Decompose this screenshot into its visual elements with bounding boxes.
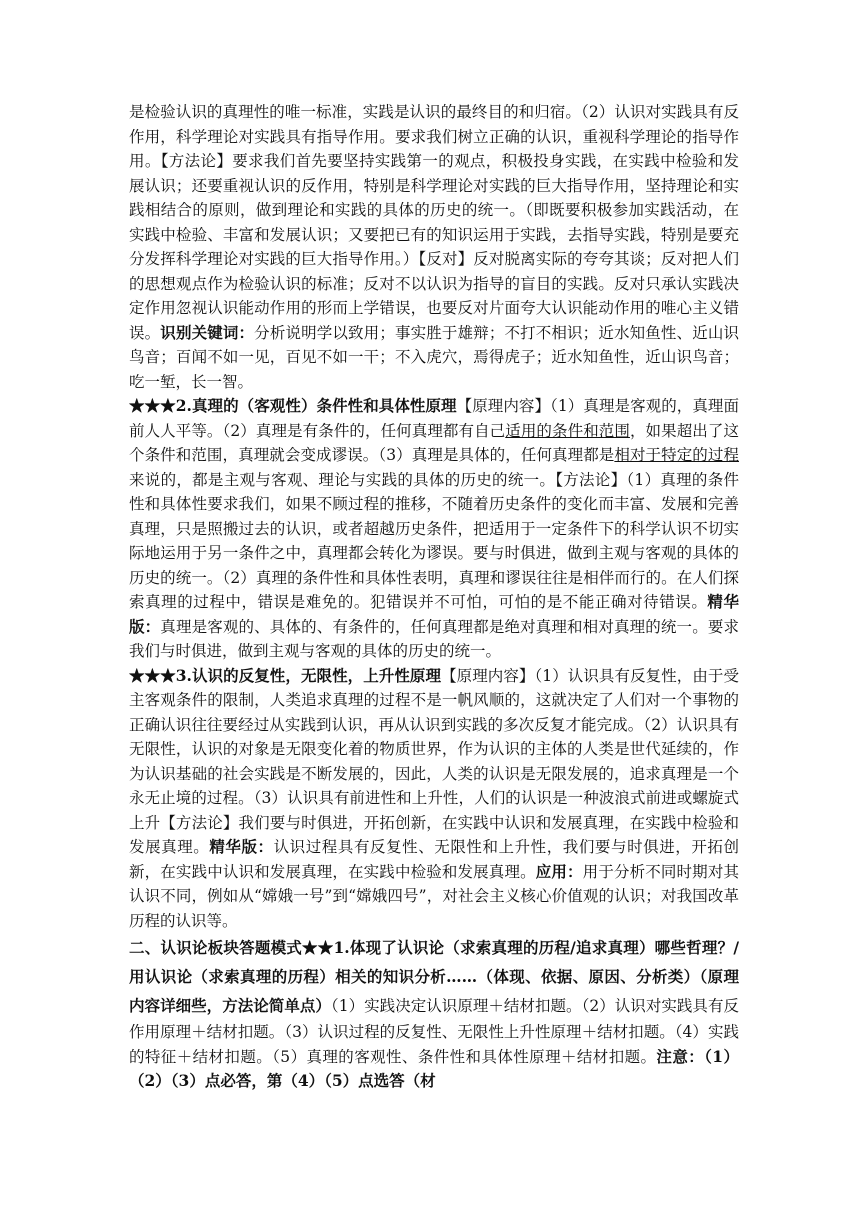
truth-underline-2: 相对于特定的过程 [614, 446, 739, 464]
truth-text-1: 【原理内容】（1）真理是客观的，真理面前人人平等。（2）真理是有条件的，任何真理都有自己 [129, 397, 739, 440]
note-text: 注意：（1）（2）（3）点必答，第（4）（5）点选答（材 [129, 1046, 739, 1090]
paragraph-answer-mode [129, 933, 739, 1094]
paragraph-cognition-principle [129, 664, 739, 934]
keyword-label: 识别关键词： [160, 322, 255, 342]
document-page [129, 100, 739, 1094]
truth-essence-text: 真理是客观的、具体的、有条件的，任何真理都是绝对真理和相对真理的统一。要求我们与时俱进，做到主观与客观的具体的历史的统一。 [129, 617, 739, 660]
paragraph-practice-cognition [129, 100, 739, 394]
answer-mode-text: （1）实践决定认识原理＋结材扣题。（2）认识对实践具有反作用原理＋结材扣题。（3）认识过程的反复性、无限性上升性原理＋结材扣题。（4）实践的特征＋结材扣题。（5）真理的客观性、条件性和具体性原理＋结材扣题。 [129, 997, 739, 1066]
cognition-text: 【原理内容】（1）认识具有反复性，由于受主客观条件的限制，人类追求真理的过程不是一帆风顺的，这就决定了人们对一个事物的正确认识往往要经过从实践到认识，再从认识到实践的多次反复才能完成。（2）认识具有无限性，认识的对象是无限变化着的物质世界，作为认识的主体的人类是世代延续的，作为认识基础的社会实践是不断发展的，因此，人类的认识是无限发展的，追求真理是一个永无止境的过程。（3）认识具有前进性和上升性，人们的认识是一种波浪式前进或螺旋式上升【方法论】我们要与时俱进，开拓创新，在实践中认识和发展真理，在实践中检验和发展真理。 [129, 666, 739, 856]
practice-text: 是检验认识的真理性的唯一标准，实践是认识的最终目的和归宿。（2）认识对实践具有反作用，科学理论对实践具有指导作用。要求我们树立正确的认识，重视科学理论的指导作用。【方法论】要求我们首先要坚持实践第一的观点，积极投身实践，在实践中检验和发展认识；还要重视认识的反作用，特别是科学理论对实践的巨大指导作用，坚持理论和实践相结合的原则，做到理论和实践的具体的历史的统一。（即既要积极参加实践活动，在实践中检验、丰富和发展认识；又要把已有的知识运用于实践，去指导实践，特别是要充分发挥科学理论对实践的巨大指导作用。）【反对】反对脱离实际的夸夸其谈；反对把人们的思想观点作为检验认识的标准；反对不以认识为指导的盲目的实践。反对只承认实践决定作用忽视认识能动作用的形而上学错误，也要反对片面夸大认识能动作用的唯心主义错误。 [129, 103, 739, 342]
application-text: 用于分析不同时期对其认识不同，例如从“嫦娥一号”到“嫦娥四号”，对社会主义核心价值观的认识；对我国改革历程的认识等。 [129, 862, 739, 930]
cognition-essence-text: 认识过程具有反复性、无限性和上升性，我们要与时俱进，开拓创新，在实践中认识和发展真理，在实践中检验和发展真理。 [129, 838, 739, 881]
truth-underline-1: 适用的条件和范围 [505, 421, 630, 440]
truth-essence-label: 精华版： [129, 592, 739, 636]
truth-text-2: ，如果超出了这个条件和范围，真理就会变成谬误。（3）真理是具体的，任何真理都是 [129, 421, 739, 464]
cognition-principle-title: ★★★3.认识的反复性，无限性，上升性原理 [129, 665, 442, 685]
truth-principle-title: ★★★2.真理的（客观性）条件性和具体性原理 [129, 396, 457, 415]
paragraph-truth-principle [129, 394, 739, 664]
keyword-text: 分析说明学以致用；事实胜于雄辩；不打不相识；近水知鱼性、近山识鸟音；百闻不如一见，百见不如一干；不入虎穴，焉得虎子；近水知鱼性，近山识鸟音；吃一堑，长一智。 [129, 323, 739, 391]
section-heading: 二、认识论板块答题模式★★1.体现了认识论（求索真理的历程/追求真理）哪些哲理？/用认识论（求索真理的历程）相关的知识分析……（体现、依据、原因、分析类）（原理内容详细些，方法论简单点） [129, 938, 739, 1015]
application-label: 应用： [535, 861, 583, 881]
cognition-essence-label: 精华版： [209, 837, 274, 856]
truth-text-3: 来说的，都是主观与客观、理论与实践的具体的历史的统一。【方法论】（1）真理的条件性和具体性要求我们，如果不顾过程的推移，不随着历史条件的变化而丰富、发展和完善真理，只是照搬过去的认识，或者超越历史条件，把适用于一定条件下的科学认识不切实际地运用于另一条件之中，真理都会转化为谬误。要与时俱进，做到主观与客观的具体的历史的统一。（2）真理的条件性和具体性表明，真理和谬误往往是相伴而行的。在人们探索真理的过程中，错误是难免的。犯错误并不可怕，可怕的是不能正确对待错误。 [129, 470, 739, 611]
